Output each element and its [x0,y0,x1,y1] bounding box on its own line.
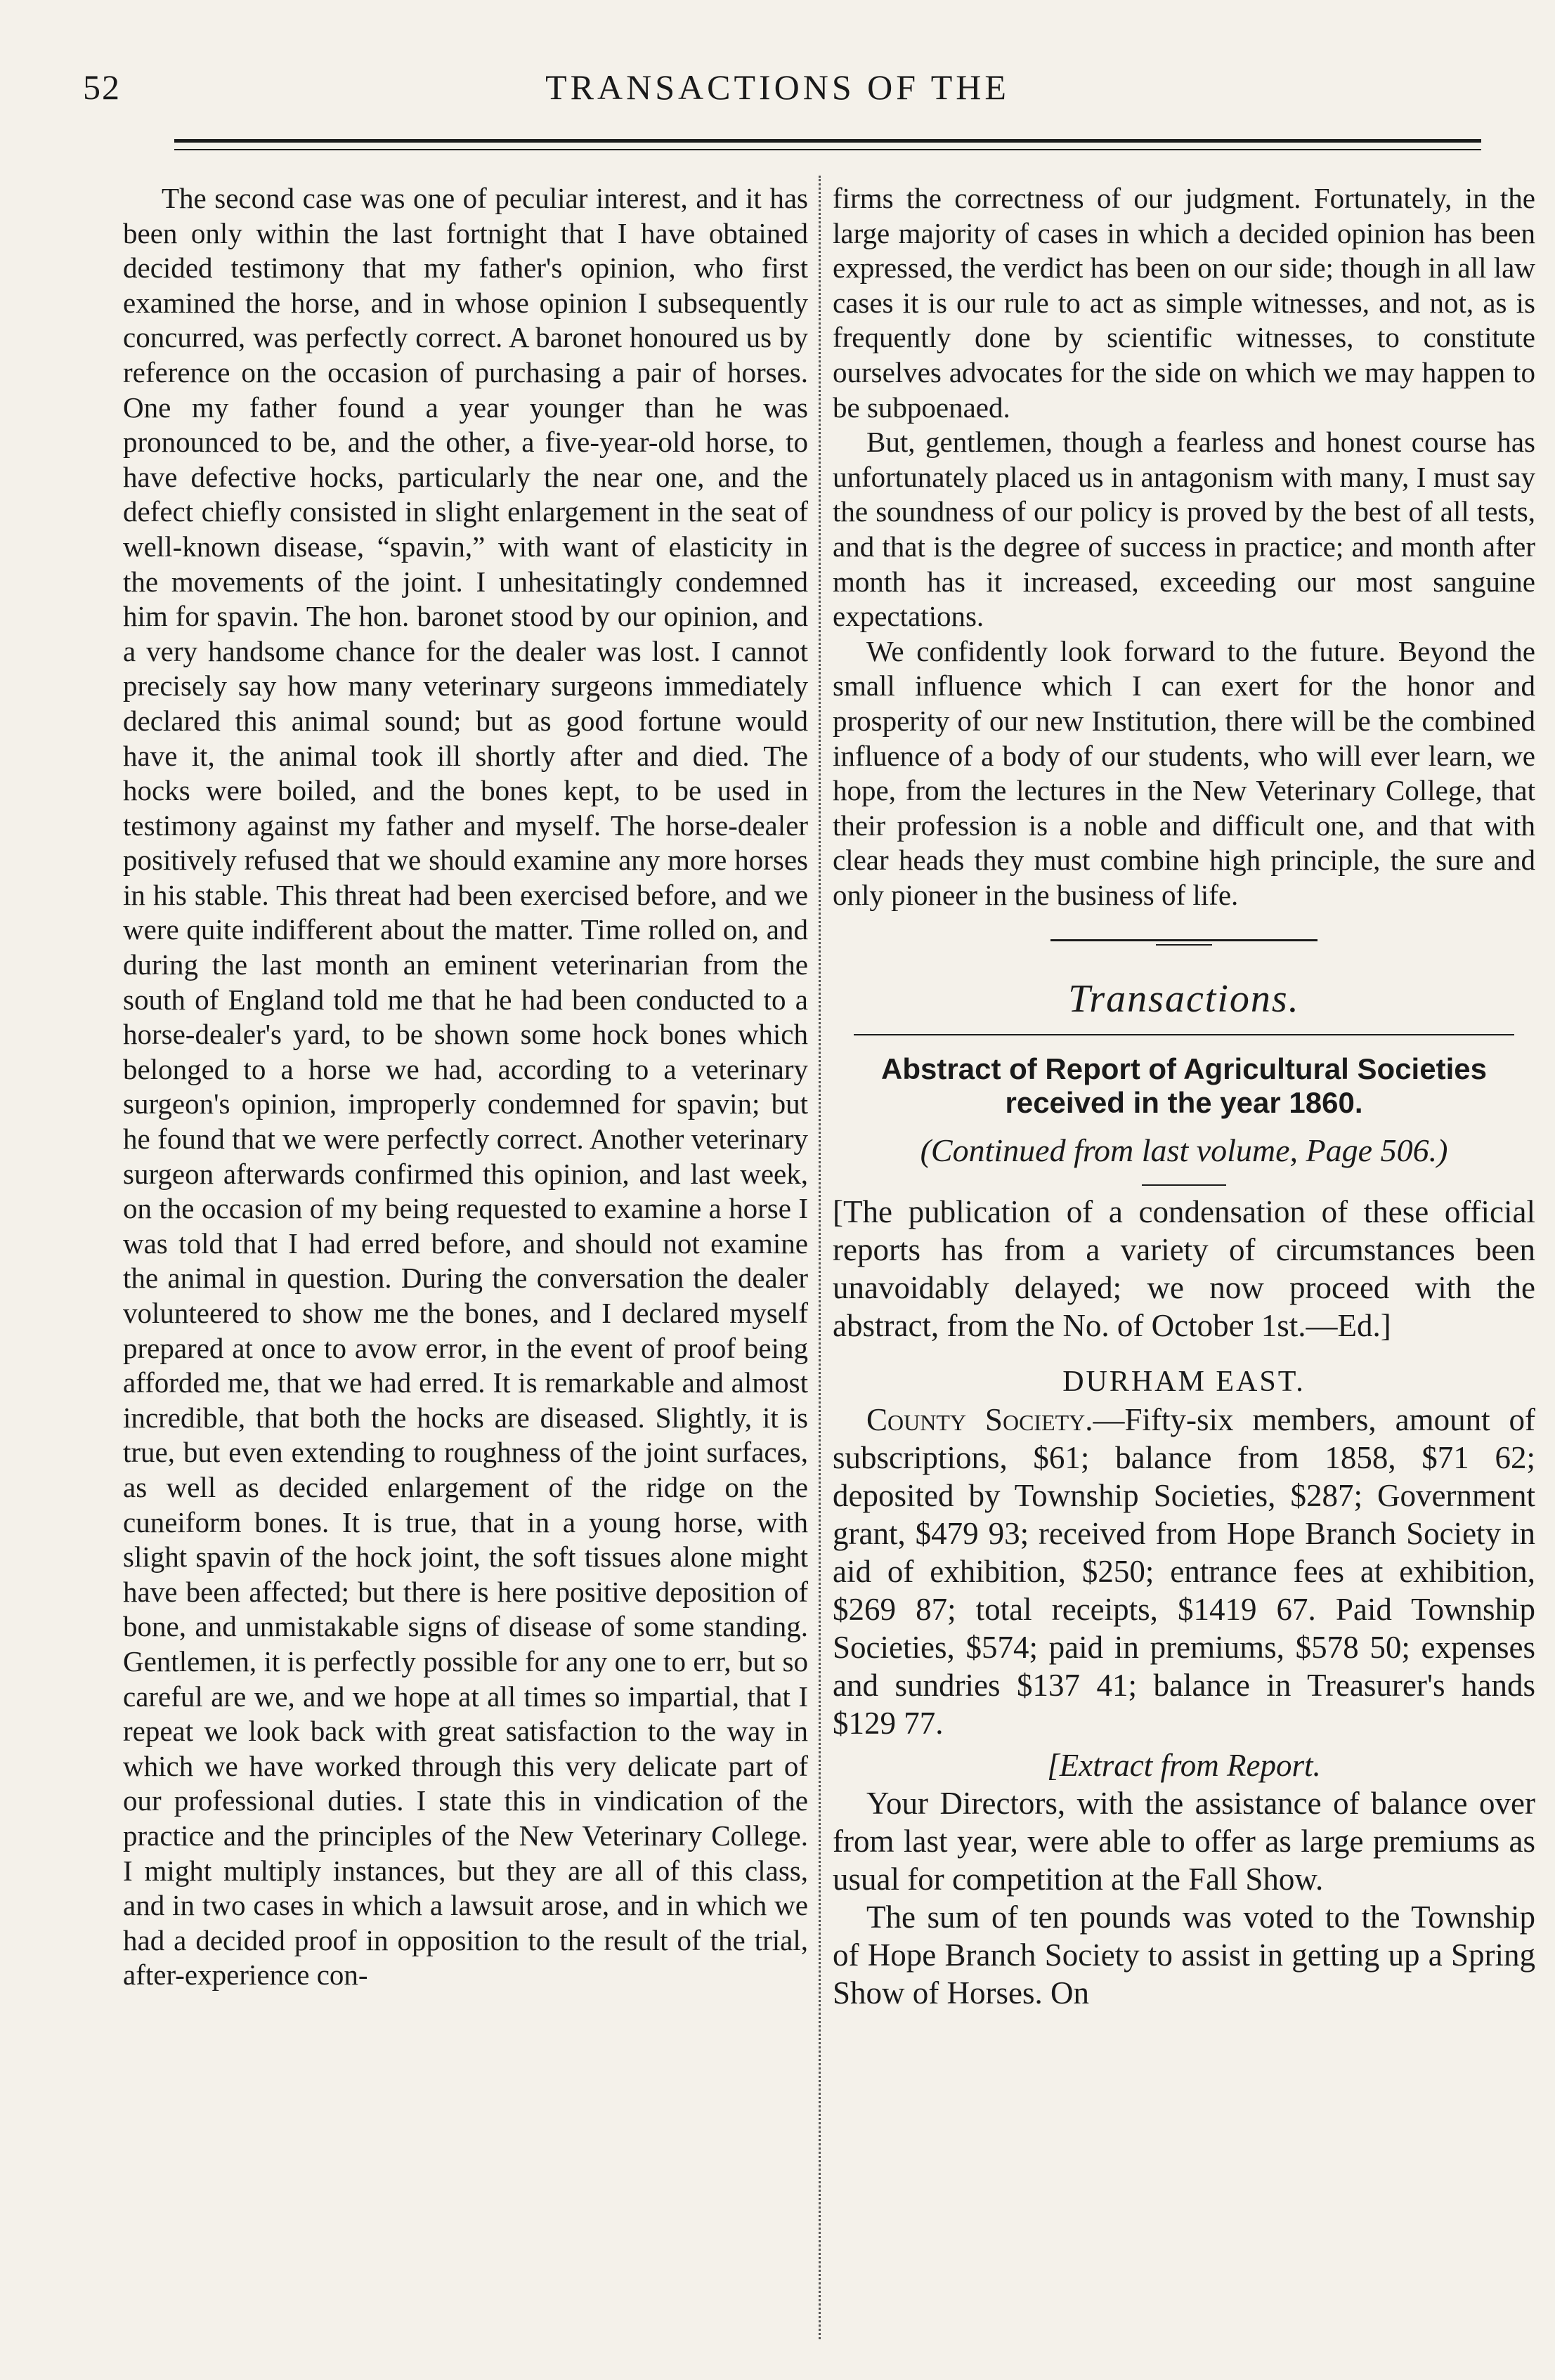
address-continuation [833,181,1535,913]
running-head: TRANSACTIONS OF THE [545,67,1010,107]
page-number: 52 [83,67,121,107]
section-title: Transactions. [1068,977,1300,1021]
section-separator [1050,939,1317,941]
paragraph: firms the correctness of our judgment. Fortunately, in the large majority of cases in which a decided opinion has been expressed, the verdict has been on our side; though in all law cases it is our rule to act as simple witnesses, and not, as is frequently done by scientific witnesses, to constitute ourselves advocates for the side on which we may happen to be subpoenaed. [833,182,1535,424]
sub-heading: DURHAM EAST. [1062,1366,1306,1399]
short-rule [1142,1184,1226,1186]
county-label: County Society. [866,1402,1093,1438]
article-title: Abstract of Report of Agricultural Societies received in the year 1860. [881,1052,1487,1120]
report-body [833,1193,1535,2012]
county-text: —Fifty-six members, amount of subscriptions, $61; balance from 1858, $71 62; deposited by Township Societies, $287; Government grant, $479 93; received from Hope Branch Society in aid of exhibition, $250; entrance fees at exhibition, $269 87; total receipts, $1419 67. Paid Township Societies, $574; paid in premiums, $578 50; expenses and sundries $137 41; balance in Treasurer's hands $129 77. [833,1402,1535,1741]
extract-paragraph: Your Directors, with the assistance of balance over from last year, were able to offer as large premiums as usual for competition at the Fall Show. [833,1786,1535,1897]
extract-heading: [Extract from Report. [1047,1748,1321,1784]
header-rule-thick [174,139,1481,143]
section-rule [854,1034,1514,1035]
paragraph: But, gentlemen, though a fearless and honest course has unfortunately placed us in antagonism with many, I must say the soundness of our policy is proved by the best of all tests, and that is the degree of success in practice; and month after month has it increased, exceeding our most sanguine expectations. [833,426,1535,633]
editor-note: [The publication of a condensation of these official reports has from a variety of circumstances been unavoidably delayed; we now proceed with the abstract, from the No. of October 1st.—Ed.] [833,1194,1535,1344]
header-rule-thin [174,149,1481,150]
left-paragraph: The second case was one of peculiar interest, and it has been only within the last fortnight that I have obtained decided testimony that my father's opinion, who first examined the horse, and in whose opinion I subsequently concurred, was perfectly correct. A baronet honoured us by reference on the occasion of purchasing a pair of horses. One my father found a year younger than he was pronounced to be, and the other, a five-year-old horse, to have defective hocks, particularly the near one, and the defect chiefly consisted in slight enlargement in the seat of well-known disease, “spavin,” with want of elasticity in the movements of the joint. I unhesitatingly condemned him for spavin. The hon. baronet stood by our opinion, and a very handsome chance for the dealer was lost. I cannot precisely say how many veterinary surgeons immediately declared this animal sound; but as good fortune would have it, the animal took ill shortly after and died. The hocks were boiled, and the bones kept, to be used in testimony against my father and myself. The horse-dealer positively refused that we should examine any more horses in his stable. This threat had been exercised before, and we were quite indifferent about the matter. Time rolled on, and during the last month an eminent veterinarian from the south of England told me that he had been conducted to a horse-dealer's yard, to be shown some hock bones which belonged to a horse we had, according to a veterinary surgeon's opinion, improperly condemned for spavin; but he found that we were perfectly correct. Another veterinary surgeon afterwards confirmed this opinion, and last week, on the occasion of my being requested to examine a horse I was told that I had erred before, and should not examine the animal in question. During the conversation the dealer volunteered to show me the bones, and I declared myself prepared at once to avow error, in the event of proof being afforded me, that we had erred. It is remarkable and almost incredible, that both the hocks are diseased. Slightly, it is true, but even extending to roughness of the joint surfaces, as well as decided enlargement of the ridge on the cuneiform bones. It is true, that in a young horse, with slight spavin of the hock joint, the soft tissues alone might have been affected; but there is here positive deposition of bone, and unmistakable signs of disease of some standing. Gentlemen, it is perfectly possible for any one to err, but so careful are we, and we hope at all times so impartial, that I repeat we look back with great satisfaction to the way in which we have worked through this very delicate part of our professional duties. I state this in vindication of the practice and the principles of the New Veterinary College. I might multiply instances, but they are all of this class, and in two cases in which a lawsuit arose, and in which we had a decided proof in opposition to the result of the trial, after-experience con- [123,182,808,1992]
column-divider [819,176,821,2339]
continued-note: (Continued from last volume, Page 506.) [920,1132,1448,1169]
page-header [0,67,1555,116]
county-paragraph [833,1401,1535,1742]
extract-paragraph: The sum of ten pounds was voted to the Township of Hope Branch Society to assist in getting up a Spring Show of Horses. On [833,1900,1535,2011]
left-column [123,181,808,1993]
right-column [833,181,1535,2012]
paragraph: We confidently look forward to the future. Beyond the small influence which I can exert for the honor and prosperity of our new Institution, there will be the combined influence of a body of our students, who will ever learn, we hope, from the lectures in the New Veterinary College, that their profession is a noble and difficult one, and that with clear heads they must combine high principle, the sure and only pioneer in the business of life. [833,634,1535,911]
